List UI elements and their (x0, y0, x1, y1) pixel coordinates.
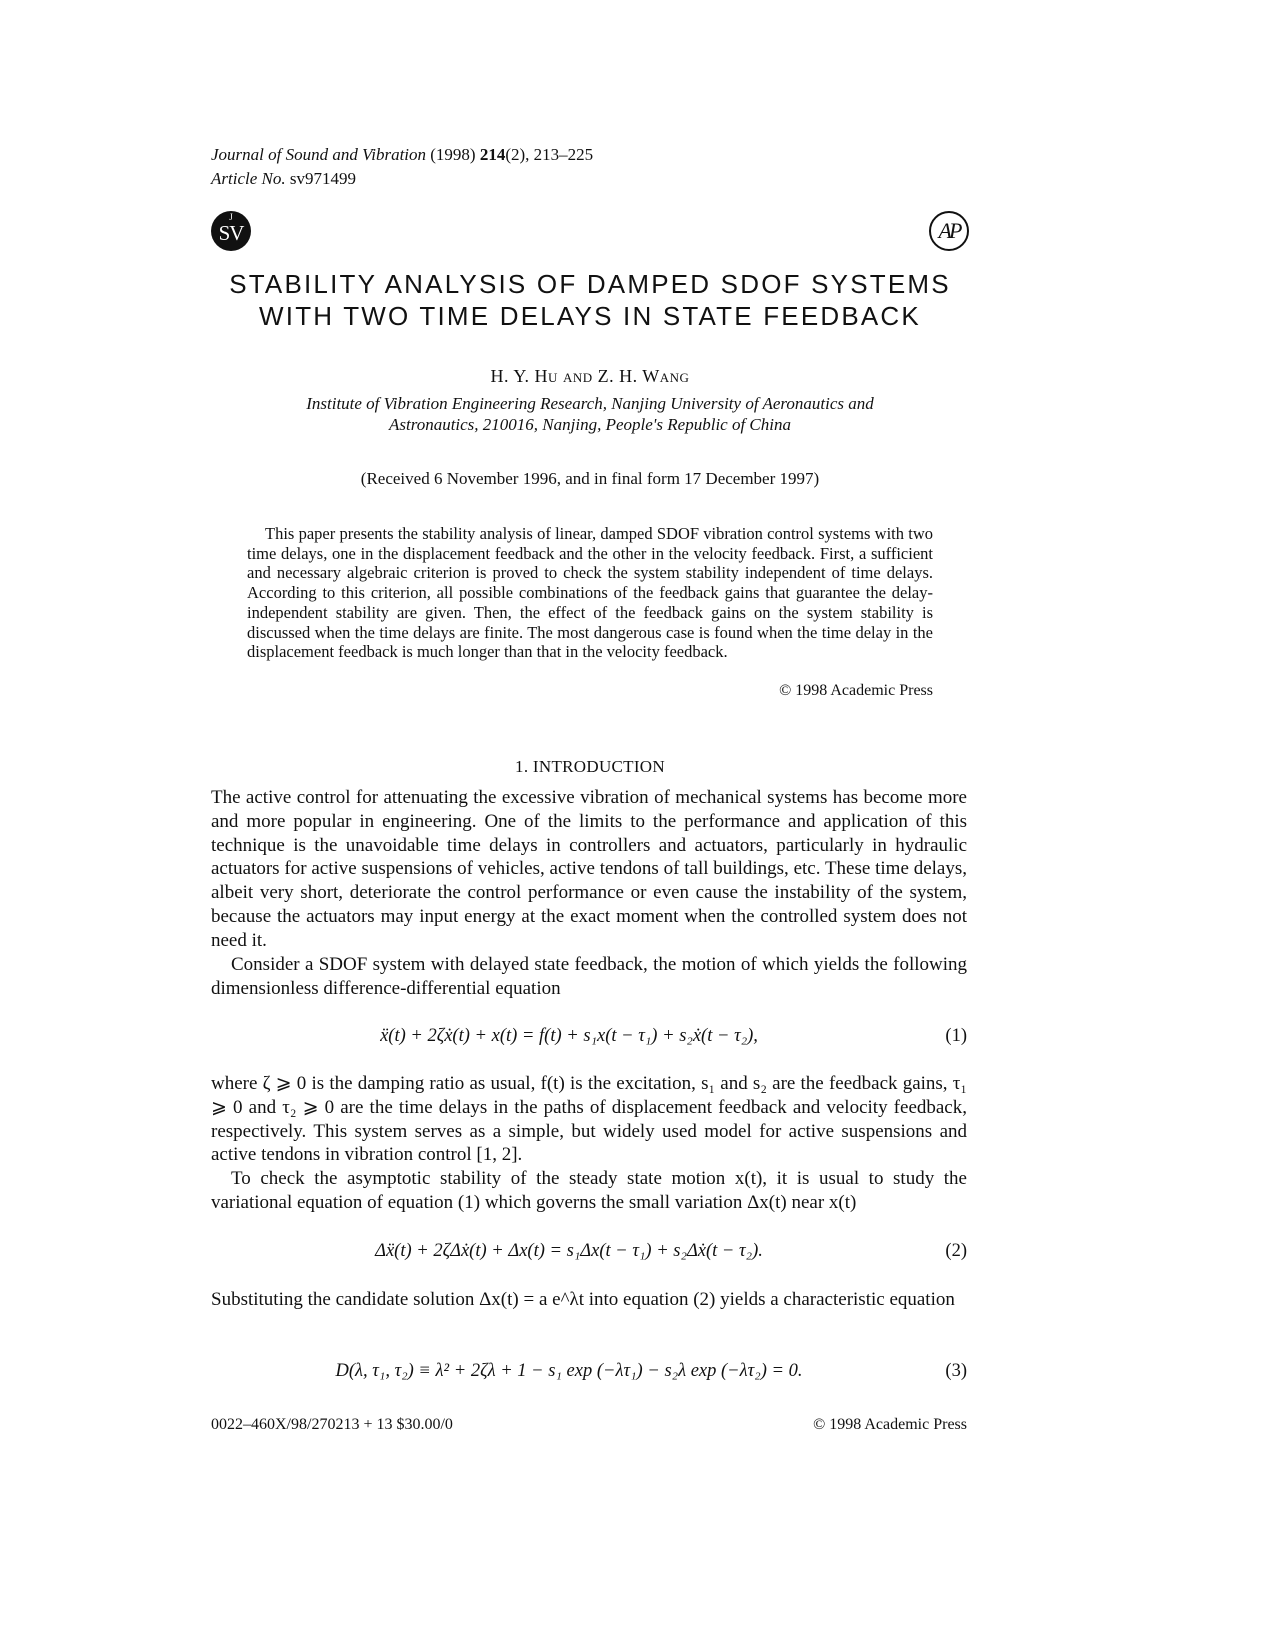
equation-expression: ẍ(t) + 2ζẋ(t) + x(t) = f(t) + s₁x(t − τ₁) + s₂ẋ(t − τ₂), (380, 1026, 758, 1046)
equation-number: (1) (945, 1026, 967, 1046)
footer-code: 0022–460X/98/270213 + 13 $30.00/0 (211, 1416, 453, 1433)
title-line-1: STABILITY ANALYSIS OF DAMPED SDOF SYSTEMS (229, 269, 951, 299)
journal-year: (1998) (430, 145, 476, 164)
equation-3 (211, 1359, 967, 1383)
paragraph-3: where ζ ⩾ 0 is the damping ratio as usual, f(t) is the excitation, s₁ and s₂ are the feedback gains, τ₁ ⩾ 0 and τ₂ ⩾ 0 are the time delays in the paths of displacement feedback and velocity feedback, respectively. This system serves as a simple, but widely used model for active suspensions and active tendons in vibration control [1, 2]. (211, 1073, 967, 1166)
affiliation (260, 393, 920, 435)
abstract: This paper presents the stability analysis of linear, damped SDOF vibration control systems with two time delays, one in the displacement feedback and the other in the velocity feedback. First, a sufficient and necessary algebraic criterion is proved to check the system stability independent of time delays. According to this criterion, all possible combinations of the feedback gains that guarantee the delay-independent stability are given. Then, the effect of the feedback gains on the system stability is discussed when the time delays are finite. The most dangerous case is found when the time delay in the displacement feedback is much longer than that in the velocity feedback. (247, 524, 933, 662)
paragraph-1: The active control for attenuating the excessive vibration of mechanical systems has become more and more popular in engineering. One of the limits to the performance and application of this technique is the unavoidable time delays in controllers and actuators, particularly in hydraulic actuators for active suspensions of vehicles, active tendons of tall buildings, etc. These time delays, albeit very short, deteriorate the control performance or even cause the instability of the system, because the actuators may input energy at the exact moment when the controlled system does not need it. (211, 787, 967, 951)
equation-expression: Δẍ(t) + 2ζΔẋ(t) + Δx(t) = s₁Δx(t − τ₁) + s₂Δẋ(t − τ₂). (375, 1241, 763, 1261)
article-label: Article No. (211, 169, 286, 188)
journal-citation (211, 143, 593, 191)
journal-name: Journal of Sound and Vibration (211, 145, 427, 164)
article-id: sv971499 (289, 169, 356, 188)
equation-1 (211, 1024, 967, 1048)
affiliation-line-1: Institute of Vibration Engineering Research, Nanjing University of Aeronautics and (306, 394, 874, 413)
equation-number: (3) (945, 1361, 967, 1381)
abstract-copyright: © 1998 Academic Press (779, 682, 933, 699)
section-heading: 1. INTRODUCTION (515, 757, 665, 776)
authors: H. Y. Hu and Z. H. Wang (490, 366, 690, 386)
sv-logo: J SV (211, 211, 251, 251)
paragraph-2: Consider a SDOF system with delayed state feedback, the motion of which yields the following dimensionless difference-differential equation (211, 954, 967, 999)
journal-line (211, 143, 593, 167)
paper-title (200, 268, 980, 332)
equation-2 (211, 1239, 967, 1263)
title-line-2: WITH TWO TIME DELAYS IN STATE FEEDBACK (259, 301, 921, 331)
equation-expression: D(λ, τ₁, τ₂) ≡ λ² + 2ζλ + 1 − s₁ exp (−λτ₁) − s₂λ exp (−λτ₂) = 0. (335, 1361, 803, 1381)
article-line (211, 167, 593, 191)
journal-volume: 214 (479, 145, 506, 164)
journal-issue-pages: (2), 213–225 (505, 145, 594, 164)
ap-logo: AP (929, 211, 969, 251)
equation-number: (2) (945, 1241, 967, 1261)
paragraph-4: To check the asymptotic stability of the steady state motion x(t), it is usual to study the variational equation of equation (1) which governs the small variation Δx(t) near x(t) (211, 1168, 967, 1213)
footer-copyright: © 1998 Academic Press (813, 1416, 967, 1433)
paragraph-5: Substituting the candidate solution Δx(t) = a e^λt into equation (2) yields a characteristic equation (211, 1289, 955, 1310)
received-dates: (Received 6 November 1996, and in final form 17 December 1997) (360, 469, 820, 488)
affiliation-line-2: Astronautics, 210016, Nanjing, People's Republic of China (388, 415, 791, 434)
